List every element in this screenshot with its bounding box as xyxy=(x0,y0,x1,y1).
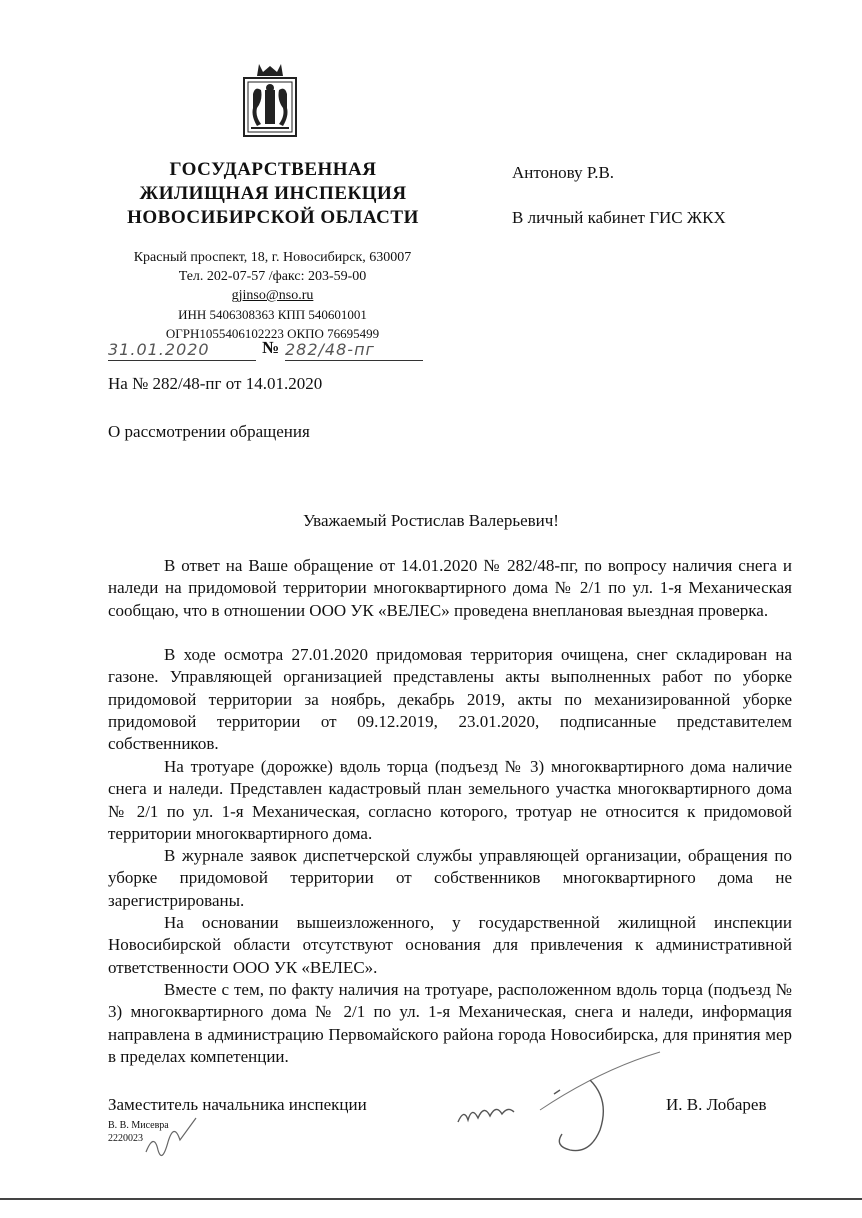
org-name-line-2: ЖИЛИЩНАЯ ИНСПЕКЦИЯ xyxy=(139,183,407,204)
registration-date: 31.01.2020 xyxy=(108,340,210,359)
org-address: Красный проспект, 18, г. Новосибирск, 630007 xyxy=(133,250,412,265)
executor-initials-mark xyxy=(140,1112,200,1172)
body-paragraph-5: На основании вышеизложенного, у государственной жилищной инспекции Новосибирской области отсутствуют основания для привлечения к административной ответственности ООО УК «ВЕЛЕС». xyxy=(108,913,792,977)
coat-of-arms-emblem xyxy=(241,60,299,140)
registration-number: 282/48-пг xyxy=(285,340,375,359)
org-name-line-1: ГОСУДАРСТВЕННАЯ xyxy=(169,159,377,180)
handwritten-signature xyxy=(450,1050,680,1160)
body-paragraph-2: В ходе осмотра 27.01.2020 придомовая территория очищена, снег складирован на газоне. Управляющей организацией представлены акты выполненных работ по уборке придомовой территории за ноябрь, декабрь 2019, акты по механизированной уборке придомовой территории от 09.12.2019, 23.01.2020, подписанные представителем собственников. xyxy=(108,645,792,754)
org-ogrn-okpo: ОГРН1055406102223 ОКПО 76695499 xyxy=(165,326,380,341)
body-paragraph-1: В ответ на Ваше обращение от 14.01.2020 № 282/48-пг, по вопросу наличия снега и наледи на придомовой территории многоквартирного дома № 2/1 по ул. 1-я Механическая сообщаю, что в отношении ООО УК «ВЕЛЕС» проведена внеплановая выездная проверка. xyxy=(108,556,792,620)
page-bottom-rule xyxy=(0,1198,862,1200)
reference-line: На № 282/48-пг от 14.01.2020 xyxy=(108,374,323,393)
signatory-name: И. В. Лобарев xyxy=(666,1095,767,1114)
registration-date-field xyxy=(108,340,256,361)
recipient-name: Антонову Р.В. xyxy=(512,163,615,182)
organization-contacts xyxy=(100,248,445,343)
org-phone: Тел. 202-07-57 /факс: 203-59-00 xyxy=(178,269,367,284)
org-email-link[interactable]: gjinso@nso.ru xyxy=(231,288,314,303)
org-name-line-3: НОВОСИБИРСКОЙ ОБЛАСТИ xyxy=(127,207,419,228)
executor-name: В. В. Мисевра xyxy=(108,1120,169,1131)
body-paragraph-6: Вместе с тем, по факту наличия на тротуаре, расположенном вдоль торца (подъезд № 3) многоквартирного дома № 2/1 по ул. 1-я Механическая, снега и наледи, информация направлена в администрацию Первомайского района города Новосибирска, для принятия мер в пределах компетенции. xyxy=(108,980,792,1066)
executor-phone: 2220023 xyxy=(108,1133,143,1144)
signatory-position: Заместитель начальника инспекции xyxy=(108,1095,367,1114)
body-paragraph-3: На тротуаре (дорожке) вдоль торца (подъезд № 3) многоквартирного дома наличие снега и наледи. Представлен кадастровый план земельного участка многоквартирного дома № 2/1 по ул. 1-я Механическая, согласно которого, тротуар не относится к придомовой территории многоквартирного дома. xyxy=(108,757,792,843)
recipient-channel: В личный кабинет ГИС ЖКХ xyxy=(512,208,726,227)
registration-number-sign: № xyxy=(262,338,280,357)
registration-number-field xyxy=(285,340,423,361)
body-paragraph-4: В журнале заявок диспетчерской службы управляющей организации, обращения по уборке придомовой территории от собственников многоквартирного дома не зарегистрированы. xyxy=(108,846,792,910)
organization-name xyxy=(118,158,428,230)
org-inn-kpp: ИНН 5406308363 КПП 540601001 xyxy=(178,307,367,322)
greeting: Уважаемый Ростислав Валерьевич! xyxy=(303,511,559,530)
subject-line: О рассмотрении обращения xyxy=(108,422,310,441)
